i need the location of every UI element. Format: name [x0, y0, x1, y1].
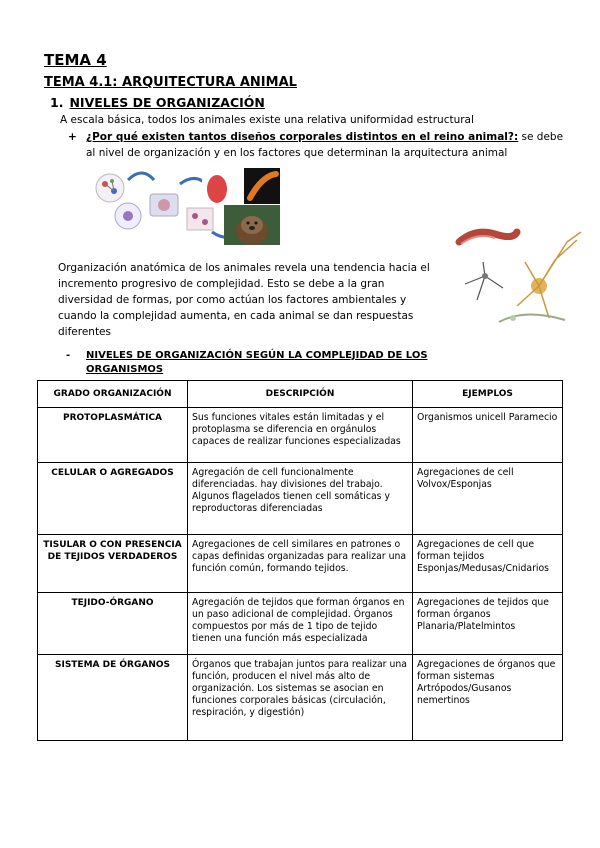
section-number: 1. — [50, 95, 64, 110]
subheading-text: NIVELES DE ORGANIZACIÓN SEGÚN LA COMPLEJIDAD DE LOS ORGANISMOS — [86, 350, 428, 375]
otter-photo — [224, 205, 280, 245]
intro-text: A escala básica, todos los animales existe una relativa uniformidad estructural — [60, 114, 474, 126]
grade-cell: TISULAR O CON PRESENCIA DE TEJIDOS VERDADEROS — [38, 535, 188, 593]
molecule-icon — [96, 174, 124, 202]
cell-types-figure — [455, 222, 585, 334]
grade-cell: PROTOPLASMÁTICA — [38, 408, 188, 463]
cell-icon — [115, 203, 141, 229]
bullet-mark: + — [68, 131, 77, 143]
table-row — [38, 593, 563, 655]
organism-worm-icon — [244, 168, 280, 204]
page-title: TEMA 4 — [44, 51, 107, 69]
organ-icon — [202, 171, 232, 207]
description-cell: Agregación de tejidos que forman órganos en un paso adicional de complejidad. Órganos compuestos por más de 1 tipo de tejido tienen una función más especializada — [188, 593, 413, 655]
grade-cell: CELULAR O AGREGADOS — [38, 463, 188, 535]
subtitle: TEMA 4.1: ARQUITECTURA ANIMAL — [44, 75, 297, 90]
table-row — [38, 535, 563, 593]
neuron-icon — [517, 232, 581, 318]
description-cell: Agregación de cell funcionalmente diferenciadas. hay divisiones del trabajo. Algunos flagelados tienen cell somáticas y reproductoras diferenciadas — [188, 463, 413, 535]
organization-table — [37, 380, 563, 741]
description-cell: Sus funciones vitales están limitadas y el protoplasma se diferencia en orgánulos capaces de realizar funciones especializadas — [188, 408, 413, 463]
table-row — [38, 655, 563, 741]
section-label: NIVELES DE ORGANIZACIÓN — [69, 95, 265, 110]
examples-cell: Agregaciones de cell que forman tejidos Esponjas/Medusas/Cnidarios — [413, 535, 563, 593]
organelle-icon — [150, 194, 178, 216]
examples-cell: Organismos unicell Paramecio — [413, 408, 563, 463]
bullet-question — [68, 129, 568, 161]
grade-cell: SISTEMA DE ÓRGANOS — [38, 655, 188, 741]
description-cell: Órganos que trabajan juntos para realizar una función, producen el nivel más alto de organización. Los sistemas se asocian en funciones corporales básicas (circulación, respiración, y digestión) — [188, 655, 413, 741]
table-row — [38, 463, 563, 535]
examples-cell: Agregaciones de tejidos que forman órganos Planaria/Platelmintos — [413, 593, 563, 655]
header-grade: GRADO ORGANIZACIÓN — [38, 381, 188, 408]
organization-paragraph: Organización anatómica de los animales revela una tendencia hacia el incremento progresivo de complejidad. Esto se debe a la gran diversidad de formas, por como actúan los factores ambientales y cuando la complejidad aumenta, en cada animal se dan respuestas diferentes — [58, 262, 430, 338]
header-examples: EJEMPLOS — [413, 381, 563, 408]
table-header-row — [38, 381, 563, 408]
table-row — [38, 408, 563, 463]
section-heading — [50, 95, 265, 110]
examples-cell: Agregaciones de cell Volvox/Esponjas — [413, 463, 563, 535]
muscle-cell-icon — [459, 232, 517, 244]
subheading-dash: - — [66, 350, 71, 361]
nerve-cell-icon — [465, 262, 503, 300]
grade-cell: TEJIDO-ÓRGANO — [38, 593, 188, 655]
bullet-answer-text: se debe al nivel de organización y en los factores que determinan la arquitectura animal — [86, 131, 564, 159]
table-subheading — [66, 349, 436, 377]
gland-cell-icon — [499, 314, 565, 322]
description-cell: Agregaciones de cell similares en patrones o capas definidas organizadas para realizar una función común, formando tejidos. — [188, 535, 413, 593]
tissue-icon — [187, 208, 213, 230]
bullet-question-text: ¿Por qué existen tantos diseños corporales distintos en el reino animal?: — [86, 131, 519, 143]
header-description: DESCRIPCIÓN — [188, 381, 413, 408]
examples-cell: Agregaciones de órganos que forman sistemas Artrópodos/Gusanos nemertinos — [413, 655, 563, 741]
arrow-icon — [128, 173, 154, 180]
